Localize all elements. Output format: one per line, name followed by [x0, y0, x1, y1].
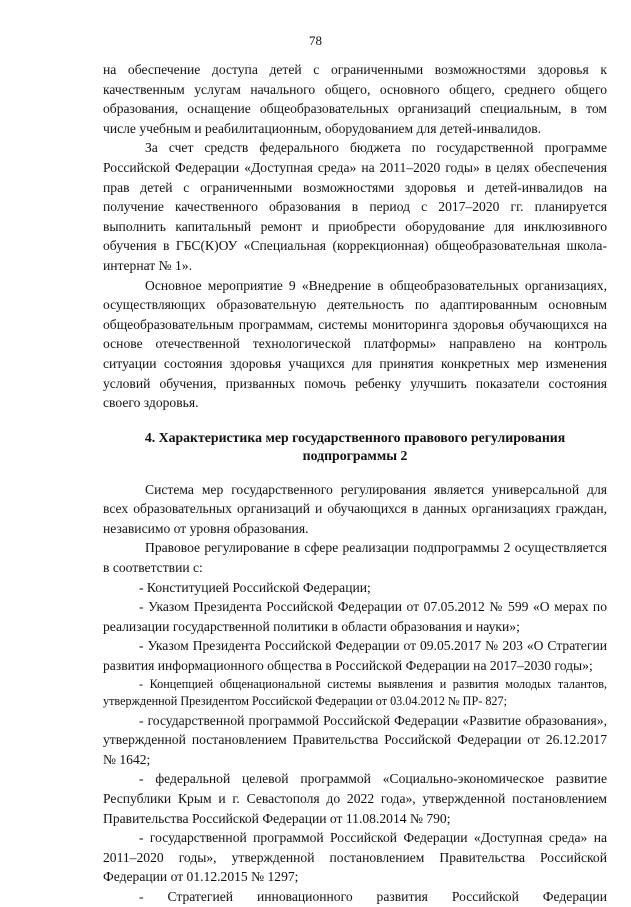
list-item: - государственной программой Российской Федерации «Доступная среда» на 2011–2020 годы», утвержденной постановлением Правительства Российской Федерации от 01.12.2015 № 1297;	[103, 830, 607, 885]
paragraph-main-activity-9: Основное мероприятие 9 «Внедрение в общеобразовательных организациях, осуществляющих образовательную деятельность по адаптированным основным общеобразовательным программам, системы мониторинга здоровья обучающихся на основе отечественной технологической платформы» направлено на контроль ситуации состояния здоровья учащихся для принятия конкретных мер изменения условий обучения, призванных помочь ребенку улучшить показатели состояния своего здоровья.	[103, 277, 607, 411]
list-item: - Указом Президента Российской Федерации от 07.05.2012 № 599 «О мерах по реализации государственной политики в области образования и науки»;	[103, 599, 607, 634]
list-item: - государственной программой Российской Федерации «Развитие образования», утвержденной постановлением Правительства Российской Федерации от 26.12.2017 № 1642;	[103, 712, 607, 767]
paragraph-continuation: на обеспечение доступа детей с ограниченными возможностями здоровья к качественным услугам начального общего, основного общего, среднего общего образования, оснащение общеобразовательных организаций специальным, в том числе учебным и реабилитационным, оборудованием для детей-инвалидов.	[103, 62, 607, 136]
paragraph-regulation-system: Система мер государственного регулирования является универсальной для всех образовательных организаций и обучающихся в данных организациях граждан, независимо от уровня образования.	[103, 481, 607, 536]
page-body	[103, 60, 607, 907]
paragraph-legal-regulation: Правовое регулирование в сфере реализации подпрограммы 2 осуществляется в соответствии с:	[103, 540, 607, 576]
list-item: - Конституцией Российской Федерации;	[139, 579, 371, 595]
paragraph-federal-budget: За счет средств федерального бюджета по государственной программе Российской Федерации «Доступная среда» на 2011–2020 годы» в целях обеспечения прав детей с ограниченными возможностями здоровья и детей-инвалидов на получение качественного образования в период с 2017–2020 гг. планируется выполнить капитальный ремонт и приобрести оборудование для инклюзивного обучения в ГБС(К)ОУ «Специальная (коррекционная) общеобразовательная школа-интернат № 1».	[103, 140, 607, 273]
list-item: - Указом Президента Российской Федерации от 09.05.2017 № 203 «О Стратегии развития информационного общества в Российской Федерации на 2017–2030 годы»;	[103, 638, 607, 674]
list-item: - федеральной целевой программой «Социально-экономическое развитие Республики Крым и г. Севастополя до 2022 года», утвержденной постановлением Правительства Российской Федерации от 11.08.2014 № 790;	[103, 771, 607, 826]
section-title: 4. Характеристика мер государственного правового регулирования подпрограммы 2	[144, 429, 566, 464]
list-item: - Стратегией инновационного развития Российской Федерации	[139, 888, 607, 904]
page-number: 78	[309, 33, 322, 48]
list-item: - Концепцией общенациональной системы выявления и развития молодых талантов, утвержденной Президентом Российской Федерации от 03.04.2012 № ПР- 827;	[103, 676, 607, 709]
